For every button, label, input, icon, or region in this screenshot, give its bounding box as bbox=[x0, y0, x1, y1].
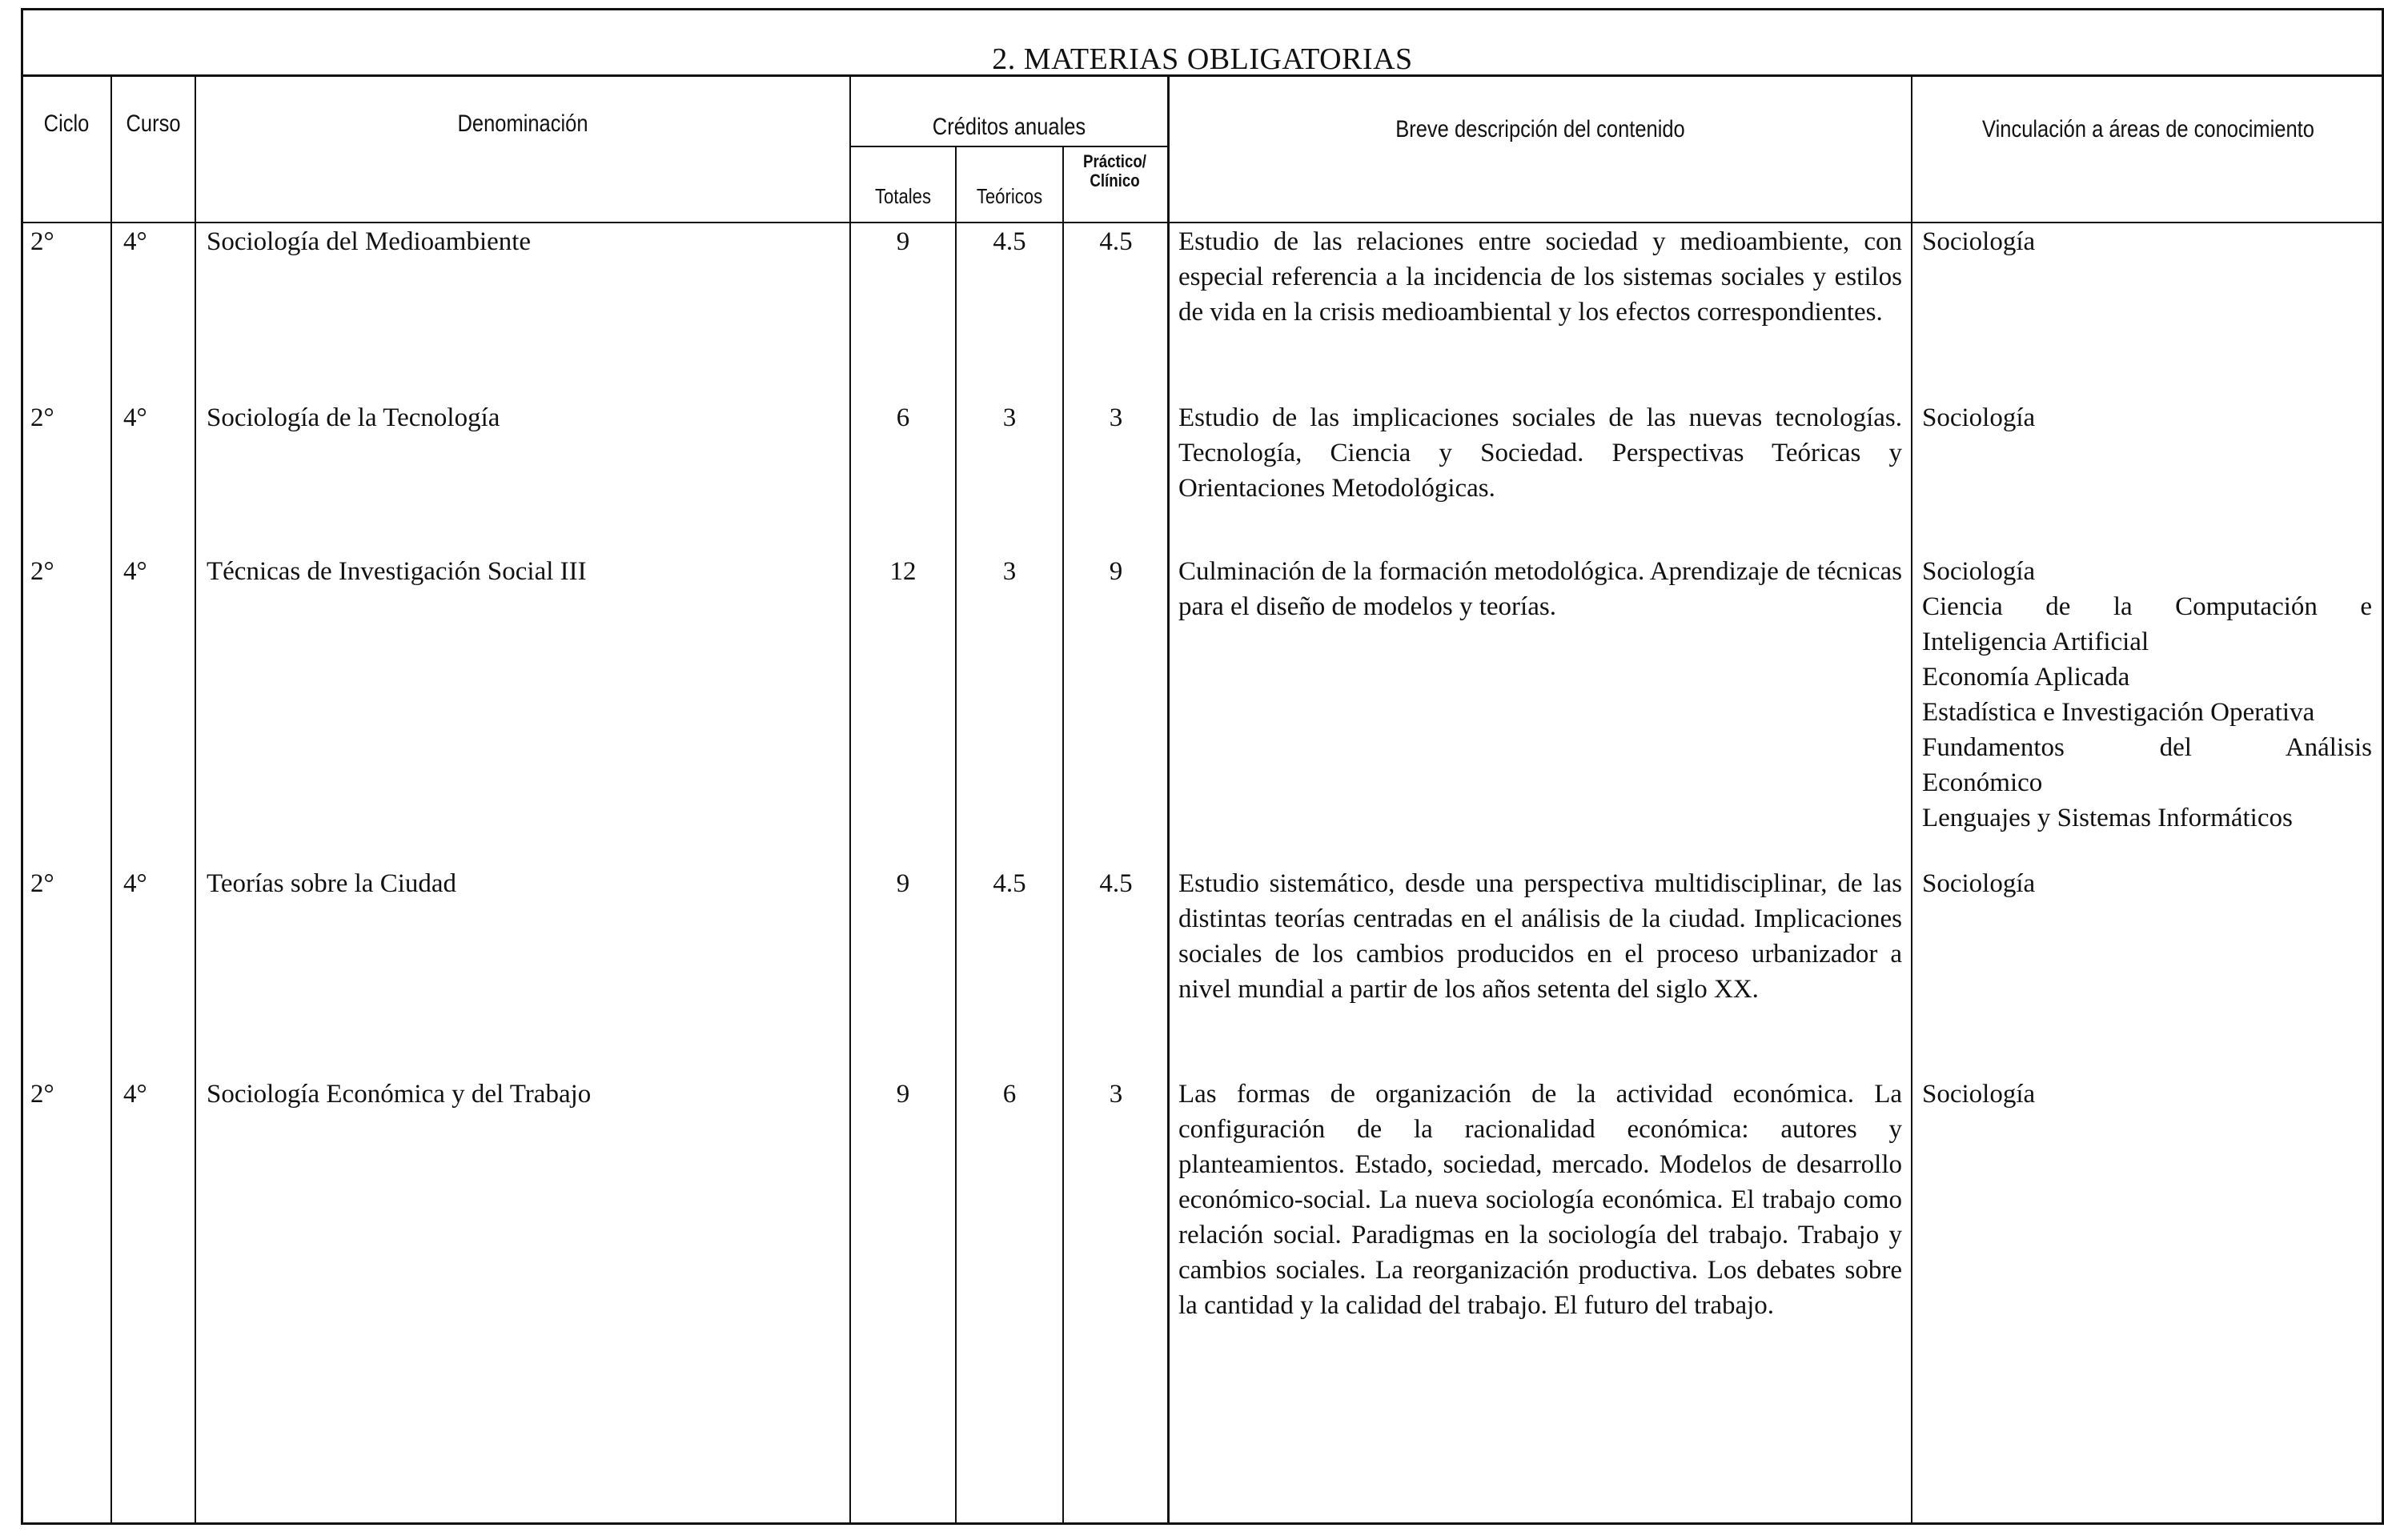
col-line-ciclo bbox=[110, 77, 112, 1525]
area-item: Estadística e Investigación Operativa bbox=[1922, 698, 2315, 727]
cell-ciclo: 2° bbox=[30, 557, 54, 586]
cell-totales: 6 bbox=[896, 403, 910, 432]
table-title-bar bbox=[21, 8, 2384, 77]
cell-practico: 4.5 bbox=[1099, 227, 1133, 256]
header-creditos: Créditos anuales bbox=[932, 114, 1086, 140]
cell-practico: 3 bbox=[1109, 1080, 1123, 1109]
cell-teoricos: 3 bbox=[1002, 403, 1017, 432]
area-item: Fundamentos del Análisis bbox=[1922, 733, 2372, 762]
col-line-curso bbox=[195, 77, 196, 1525]
header-ciclo: Ciclo bbox=[43, 110, 90, 137]
cell-curso: 4° bbox=[123, 869, 147, 898]
cell-curso: 4° bbox=[123, 403, 147, 432]
cell-denominacion: Teorías sobre la Ciudad bbox=[207, 869, 457, 898]
table-title: 2. MATERIAS OBLIGATORIAS bbox=[992, 42, 1413, 76]
cell-descripcion: Las formas de organización de la actividad económica. La configuración de la racionalidad económica: autores y planteamientos. Estado, sociedad, mercado. Modelos de desarrollo económico-social. La nueva sociología económica. El trabajo como relación social. Paradigmas en la sociología del trabajo. Trabajo y cambios sociales. La reorganización productiva. Los debates sobre la cantidad y la calidad del trabajo. El futuro del trabajo. bbox=[1178, 1080, 1902, 1320]
area-item: Lenguajes y Sistemas Informáticos bbox=[1922, 804, 2293, 832]
cell-curso: 4° bbox=[123, 227, 147, 256]
cell-denominacion: Sociología del Medioambiente bbox=[207, 227, 532, 256]
creditos-subheader-line bbox=[850, 146, 1169, 147]
header-descripcion: Breve descripción del contenido bbox=[1395, 116, 1685, 142]
area-item: Económico bbox=[1922, 768, 2043, 797]
cell-descripcion: Estudio sistemático, desde una perspectiva multidisciplinar, de las distintas teorías centradas en el análisis de la ciudad. Implicaciones sociales de los cambios producidos en el proceso urbanizador a nivel mundial a partir de los años setenta del siglo XX. bbox=[1178, 869, 1902, 1004]
cell-area: Sociología bbox=[1922, 403, 2036, 432]
col-line-denominacion bbox=[849, 77, 851, 1525]
cell-curso: 4° bbox=[123, 1080, 147, 1109]
cell-teoricos: 6 bbox=[1002, 1080, 1017, 1109]
cell-ciclo: 2° bbox=[30, 403, 54, 432]
cell-ciclo: 2° bbox=[30, 869, 54, 898]
cell-practico: 3 bbox=[1109, 403, 1123, 432]
cell-descripcion: Estudio de las implicaciones sociales de las nuevas tecnologías. Tecnología, Ciencia y Sociedad. Perspectivas Teóricas y Orientaciones Metodológicas. bbox=[1178, 403, 1902, 503]
header-vinculacion: Vinculación a áreas de conocimiento bbox=[1982, 116, 2314, 142]
header-bottom-line bbox=[21, 222, 2384, 223]
col-line-teoricos bbox=[1062, 146, 1064, 1525]
cell-descripcion: Estudio de las relaciones entre sociedad y medioambiente, con especial referencia a la incidencia de los sistemas sociales y estilos de vida en la crisis medioambiental y los efectos correspondientes. bbox=[1178, 227, 1902, 327]
header-practico: Práctico/ Clínico bbox=[1083, 151, 1146, 190]
header-curso: Curso bbox=[126, 110, 181, 137]
cell-area: Sociología bbox=[1922, 869, 2036, 898]
cell-totales: 12 bbox=[889, 557, 917, 586]
area-item: Inteligencia Artificial bbox=[1922, 628, 2149, 656]
cell-area: Sociología bbox=[1922, 227, 2036, 256]
cell-practico: 4.5 bbox=[1099, 869, 1133, 898]
cell-totales: 9 bbox=[896, 869, 910, 898]
cell-areas-list bbox=[1922, 554, 2372, 836]
area-item: Economía Aplicada bbox=[1922, 663, 2130, 692]
area-item: Ciencia de la Computación e bbox=[1922, 592, 2372, 621]
cell-practico: 9 bbox=[1109, 557, 1123, 586]
cell-ciclo: 2° bbox=[30, 1080, 54, 1109]
area-item: Sociología bbox=[1922, 557, 2036, 586]
cell-denominacion: Sociología Económica y del Trabajo bbox=[207, 1080, 592, 1109]
col-line-totales bbox=[955, 146, 957, 1525]
cell-denominacion: Técnicas de Investigación Social III bbox=[207, 557, 587, 586]
cell-denominacion: Sociología de la Tecnología bbox=[207, 403, 500, 432]
cell-curso: 4° bbox=[123, 557, 147, 586]
cell-teoricos: 3 bbox=[1002, 557, 1017, 586]
header-totales: Totales bbox=[874, 184, 932, 208]
cell-ciclo: 2° bbox=[30, 227, 54, 256]
col-line-descripcion bbox=[1911, 77, 1912, 1525]
cell-area: Sociología bbox=[1922, 1080, 2036, 1109]
header-teoricos: Teóricos bbox=[976, 184, 1043, 208]
header-denominacion: Denominación bbox=[457, 110, 588, 137]
cell-totales: 9 bbox=[896, 1080, 910, 1109]
col-line-practico bbox=[1167, 77, 1170, 1525]
cell-teoricos: 4.5 bbox=[993, 869, 1026, 898]
cell-teoricos: 4.5 bbox=[993, 227, 1026, 256]
cell-totales: 9 bbox=[896, 227, 910, 256]
cell-descripcion: Culminación de la formación metodológica. Aprendizaje de técnicas para el diseño de modelos y teorías. bbox=[1178, 557, 1902, 621]
